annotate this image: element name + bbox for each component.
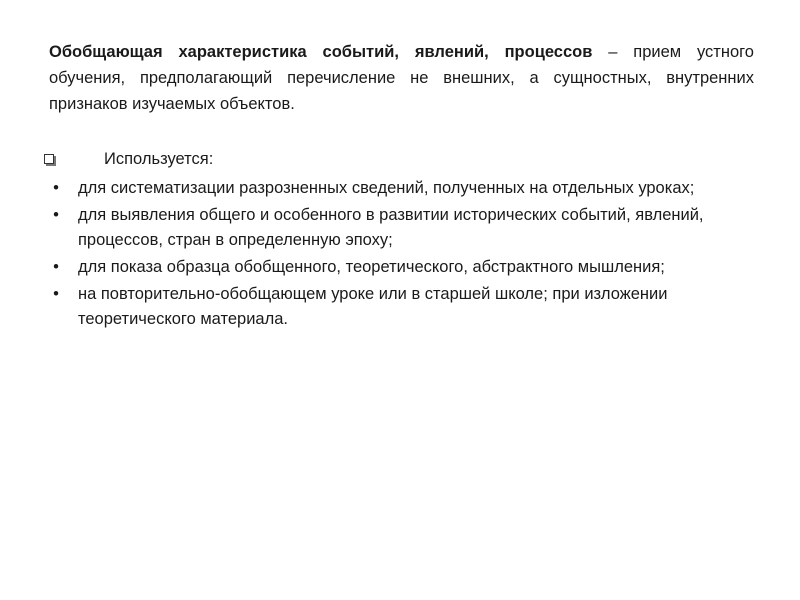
list-item-text: для выявления общего и особенного в развитии исторических событий, явлений, процессов, стран в определенную эпоху; (78, 206, 704, 249)
intro-definition: – прием устного обучения, предполагающий перечисление не внешних, а сущностных, внутренних признаков изучаемых объектов. (49, 43, 754, 113)
bullet-icon: • (53, 206, 59, 224)
list-item-text: для показа образца обобщенного, теоретического, абстрактного мышления; (78, 258, 665, 276)
checkbox-bullet-icon (44, 154, 54, 164)
intro-term: Обобщающая характеристика событий, явлений, процессов (49, 43, 593, 61)
uses-heading-label: Используется: (104, 150, 214, 168)
intro-paragraph (49, 39, 754, 117)
list-item (40, 282, 760, 332)
list-item (40, 176, 760, 201)
list-item (40, 203, 760, 253)
bullet-icon: • (53, 179, 59, 197)
bullet-icon: • (53, 285, 59, 303)
uses-list (40, 176, 760, 332)
uses-section (40, 146, 760, 334)
list-item (40, 255, 760, 280)
bullet-icon: • (53, 258, 59, 276)
list-item-text: для систематизации разрозненных сведений, полученных на отдельных уроках; (78, 179, 695, 197)
uses-heading (40, 146, 760, 172)
list-item-text: на повторительно-обобщающем уроке или в старшей школе; при изложении теоретического материала. (78, 285, 668, 328)
